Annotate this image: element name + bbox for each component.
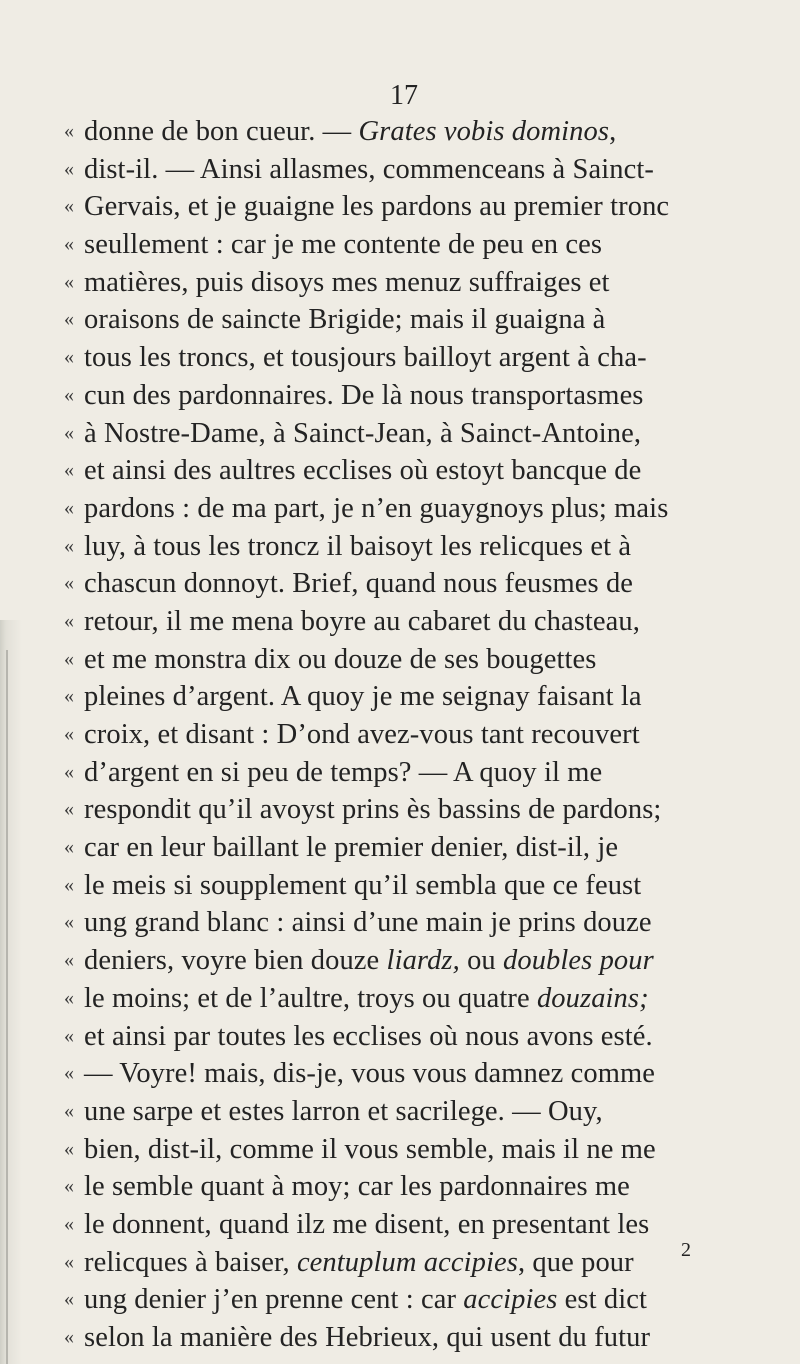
page-gutter-line bbox=[6, 650, 8, 1364]
text-segment: et ainsi par toutes les ecclises où nous avons esté. bbox=[84, 1020, 653, 1052]
text-line bbox=[58, 942, 758, 980]
text-segment: deniers, voyre bien douze bbox=[84, 945, 387, 977]
quote-mark: « bbox=[64, 873, 74, 896]
line-text bbox=[84, 641, 596, 679]
quote-mark: « bbox=[64, 723, 74, 745]
text-segment: ung grand blanc : ainsi d’une main je prins douze bbox=[84, 907, 652, 939]
text-segment: et ainsi des aultres ecclises où estoyt bancque de bbox=[84, 455, 642, 487]
text-segment: respondit qu’il avoyst prins ès bassins de pardons; bbox=[84, 794, 662, 826]
text-line bbox=[58, 339, 758, 377]
quote-mark: « bbox=[64, 1326, 74, 1348]
quote-mark: « bbox=[64, 459, 74, 482]
text-segment: d’argent en si peu de temps? — A quoy il me bbox=[84, 756, 603, 788]
italic-segment: doubles pour bbox=[503, 945, 654, 977]
quote-mark: « bbox=[64, 685, 74, 708]
quote-mark: « bbox=[64, 1212, 74, 1235]
text-line bbox=[58, 716, 758, 754]
text-line bbox=[58, 754, 758, 792]
line-text bbox=[84, 113, 616, 151]
text-line bbox=[58, 867, 758, 905]
text-segment: est dict bbox=[557, 1284, 647, 1316]
text-line bbox=[58, 377, 758, 415]
line-text bbox=[84, 754, 602, 792]
line-text bbox=[84, 188, 669, 226]
italic-segment: centuplum accipies bbox=[296, 1246, 518, 1278]
quote-mark: « bbox=[64, 346, 74, 369]
line-text bbox=[84, 791, 661, 829]
line-text bbox=[84, 452, 641, 490]
text-segment: pleines d’argent. A quoy je me seignay faisant la bbox=[84, 681, 642, 713]
quote-mark: « bbox=[64, 1250, 74, 1273]
quote-mark: « bbox=[64, 308, 74, 331]
text-line bbox=[58, 1131, 758, 1169]
quote-mark: « bbox=[64, 120, 74, 142]
line-text bbox=[84, 1093, 603, 1131]
line-text bbox=[84, 678, 642, 716]
text-line bbox=[58, 1093, 758, 1131]
line-text bbox=[84, 226, 602, 264]
line-text bbox=[84, 151, 654, 189]
text-segment: luy, à tous les troncz il baisoyt les relicques et à bbox=[84, 530, 632, 562]
quote-mark: « bbox=[64, 421, 74, 444]
text-line bbox=[58, 490, 758, 528]
page-gutter-shadow bbox=[0, 620, 22, 1364]
text-line bbox=[58, 264, 758, 302]
text-line bbox=[58, 1244, 758, 1282]
text-segment: relicques à baiser, bbox=[84, 1246, 297, 1278]
text-line bbox=[58, 1281, 758, 1319]
text-line bbox=[58, 1206, 758, 1244]
quote-mark: « bbox=[64, 911, 74, 934]
line-text bbox=[84, 1168, 630, 1206]
line-text bbox=[84, 264, 610, 302]
text-segment: ung denier j’en prenne cent : car bbox=[84, 1284, 464, 1316]
quote-mark: « bbox=[64, 836, 74, 859]
line-text bbox=[84, 565, 633, 603]
quote-mark: « bbox=[64, 270, 74, 293]
text-line bbox=[58, 151, 758, 189]
line-text bbox=[84, 603, 640, 641]
quote-mark: « bbox=[64, 798, 74, 821]
text-segment: retour, il me mena boyre au cabaret du chasteau, bbox=[84, 605, 640, 637]
line-text bbox=[84, 942, 654, 980]
text-line bbox=[58, 565, 758, 603]
quote-mark: « bbox=[64, 760, 74, 783]
quote-mark: « bbox=[64, 383, 74, 406]
text-line bbox=[58, 904, 758, 942]
quote-mark: « bbox=[64, 1175, 74, 1198]
line-text bbox=[84, 490, 668, 528]
quote-mark: « bbox=[64, 986, 74, 1009]
line-text bbox=[84, 716, 640, 754]
text-segment: matières, puis disoys mes menuz suffraiges et bbox=[84, 266, 610, 298]
text-line bbox=[58, 113, 758, 151]
line-text bbox=[84, 904, 652, 942]
quote-mark: « bbox=[64, 233, 74, 256]
body-text bbox=[58, 113, 758, 1357]
quote-mark: « bbox=[64, 1099, 74, 1122]
text-segment: dist-il. — Ainsi allasmes, commenceans à Sainct- bbox=[84, 153, 654, 185]
quote-mark: « bbox=[64, 949, 74, 972]
text-segment: et me monstra dix ou douze de ses bougettes bbox=[84, 643, 597, 675]
line-text bbox=[84, 377, 644, 415]
text-segment: croix, et disant : D’ond avez-vous tant recouvert bbox=[84, 719, 640, 750]
text-segment: selon la manière des Hebrieux, qui usent du futur bbox=[84, 1322, 651, 1353]
line-text bbox=[84, 1244, 634, 1282]
quote-mark: « bbox=[64, 1137, 74, 1160]
text-line bbox=[58, 603, 758, 641]
quote-mark: « bbox=[64, 1288, 74, 1311]
line-text bbox=[84, 1055, 655, 1093]
quote-mark: « bbox=[64, 572, 74, 595]
line-text bbox=[84, 339, 647, 377]
text-segment: une sarpe et estes larron et sacrilege. — Ouy, bbox=[84, 1095, 603, 1127]
quote-mark: « bbox=[64, 157, 74, 180]
line-text bbox=[84, 1131, 656, 1169]
text-line bbox=[58, 301, 758, 339]
text-segment: bien, dist-il, comme il vous semble, mais il ne me bbox=[84, 1133, 656, 1165]
text-line bbox=[58, 452, 758, 490]
text-line bbox=[58, 829, 758, 867]
text-segment: , que pour bbox=[517, 1246, 634, 1278]
quote-mark: « bbox=[64, 195, 74, 218]
text-line bbox=[58, 641, 758, 679]
text-line bbox=[58, 1319, 758, 1357]
line-text bbox=[84, 867, 641, 905]
quote-mark: « bbox=[64, 534, 74, 557]
italic-segment: liardz, bbox=[386, 945, 460, 977]
text-segment: chascun donnoyt. Brief, quand nous feusmes de bbox=[84, 568, 634, 600]
quote-mark: « bbox=[64, 1024, 74, 1047]
text-line bbox=[58, 528, 758, 566]
text-line bbox=[58, 791, 758, 829]
text-segment: Gervais, et je guaigne les pardons au premier tronc bbox=[84, 191, 670, 223]
text-segment: , bbox=[609, 116, 617, 147]
text-segment: ou bbox=[459, 945, 503, 977]
text-segment: le semble quant à moy; car les pardonnaires me bbox=[84, 1171, 630, 1203]
text-segment: oraisons de saincte Brigide; mais il guaigna à bbox=[84, 304, 606, 336]
line-text bbox=[84, 829, 618, 867]
text-segment: le donnent, quand ilz me disent, en presentant les bbox=[84, 1208, 650, 1240]
italic-segment: douzains; bbox=[536, 982, 649, 1014]
line-text bbox=[84, 528, 631, 566]
text-segment: donne de bon cueur. — bbox=[84, 116, 359, 147]
text-segment: pardons : de ma part, je n’en guaygnoys plus; mais bbox=[84, 492, 669, 524]
quote-mark: « bbox=[64, 496, 74, 519]
text-line bbox=[58, 678, 758, 716]
line-text bbox=[84, 1206, 649, 1244]
italic-segment: accipies bbox=[463, 1284, 558, 1316]
text-segment: tous les troncs, et tousjours bailloyt argent à cha- bbox=[84, 342, 647, 374]
text-segment: seullement : car je me contente de peu en ces bbox=[84, 229, 603, 261]
line-text bbox=[84, 301, 605, 339]
text-line bbox=[58, 1055, 758, 1093]
text-line bbox=[58, 188, 758, 226]
quote-mark: « bbox=[64, 609, 74, 632]
quote-mark: « bbox=[64, 1062, 74, 1085]
line-text bbox=[84, 1281, 647, 1319]
signature-mark: 2 bbox=[681, 1239, 691, 1261]
text-segment: car en leur baillant le premier denier, dist-il, je bbox=[84, 832, 619, 864]
text-line bbox=[58, 226, 758, 264]
line-text bbox=[84, 1319, 650, 1357]
italic-segment: Grates vobis dominos bbox=[358, 116, 610, 147]
text-line bbox=[58, 415, 758, 453]
text-segment: — Voyre! mais, dis-je, vous vous damnez comme bbox=[84, 1058, 655, 1090]
text-segment: cun des pardonnaires. De là nous transportasmes bbox=[84, 379, 644, 411]
page-number: 17 bbox=[390, 80, 418, 111]
text-segment: le meis si soupplement qu’il sembla que ce feust bbox=[84, 869, 642, 901]
text-segment: à Nostre-Dame, à Sainct-Jean, à Sainct-Antoine, bbox=[84, 417, 642, 449]
text-line bbox=[58, 1168, 758, 1206]
text-line bbox=[58, 980, 758, 1018]
line-text bbox=[84, 415, 641, 453]
line-text bbox=[84, 1018, 653, 1056]
line-text bbox=[84, 980, 649, 1018]
text-line bbox=[58, 1018, 758, 1056]
quote-mark: « bbox=[64, 647, 74, 670]
text-segment: le moins; et de l’aultre, troys ou quatre bbox=[84, 982, 537, 1014]
